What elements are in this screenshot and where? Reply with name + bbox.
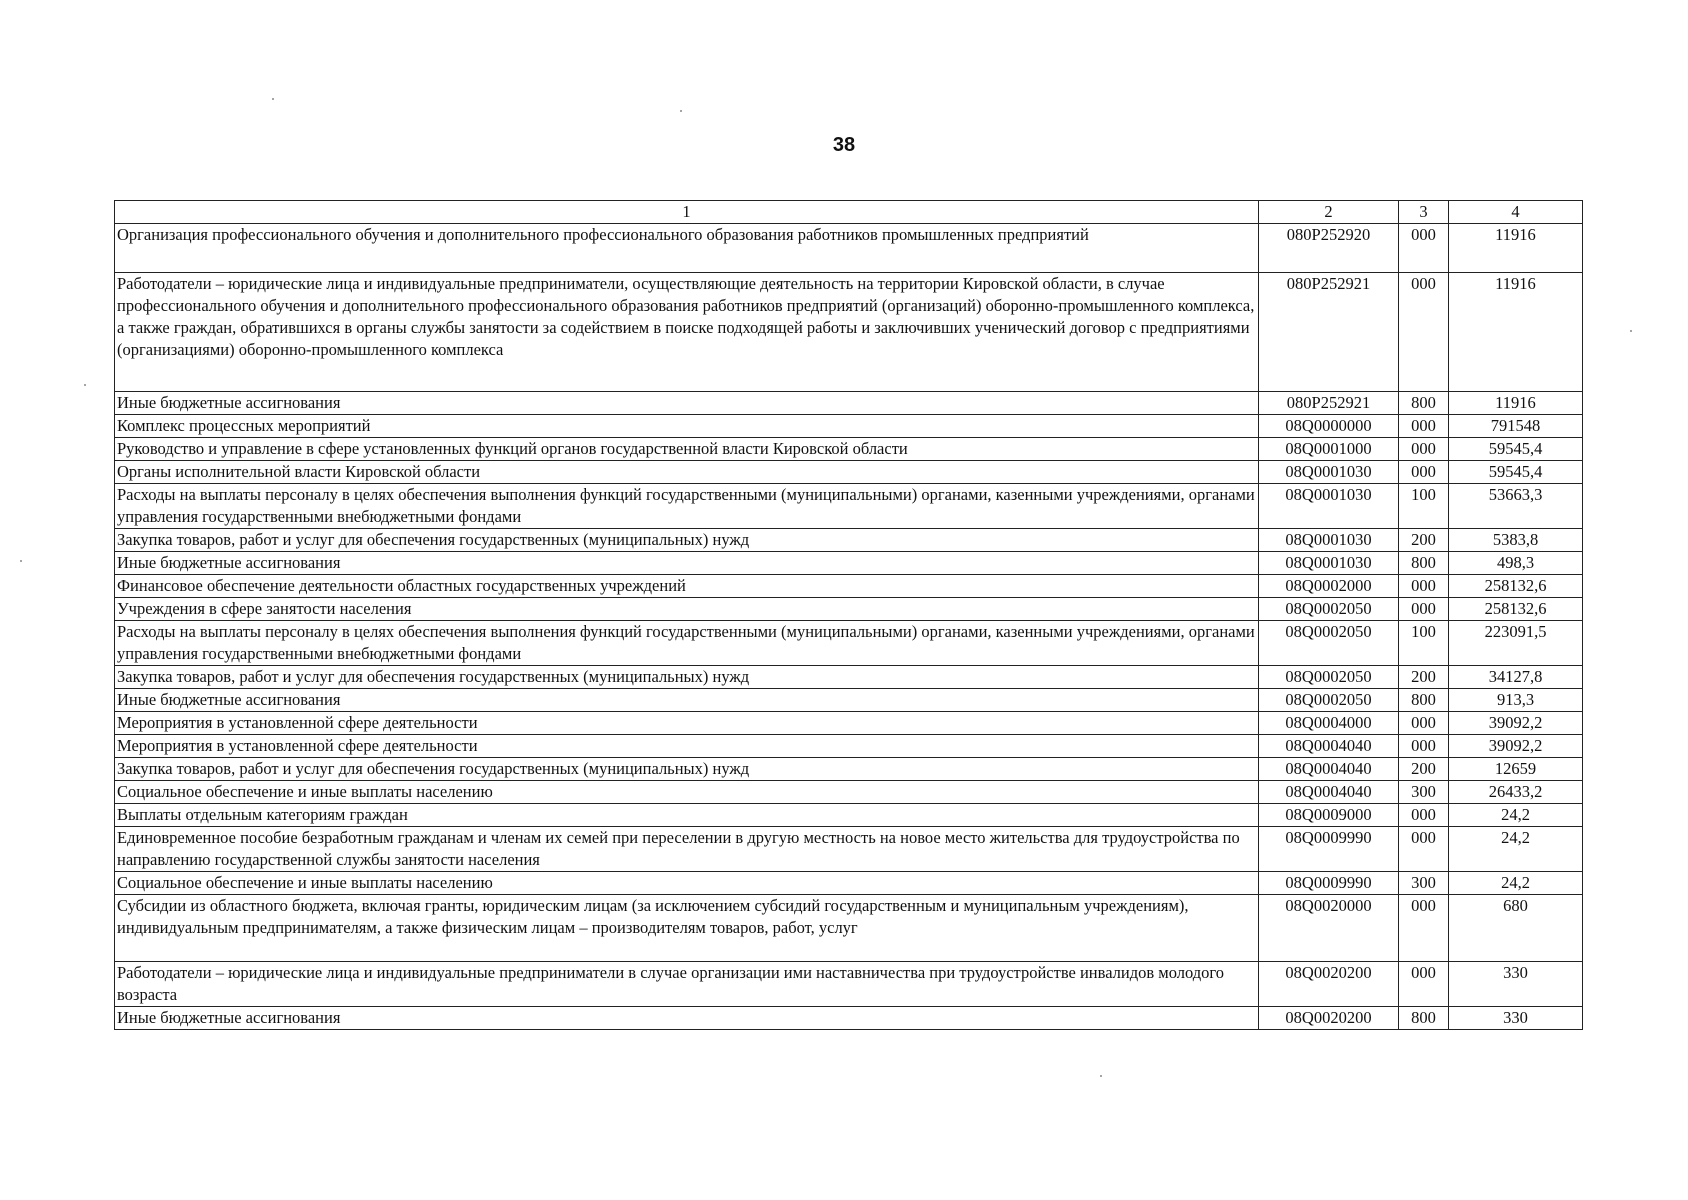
row-code: 08Q0020200 bbox=[1259, 1007, 1399, 1030]
row-type: 000 bbox=[1399, 712, 1449, 735]
row-name: Финансовое обеспечение деятельности областных государственных учреждений bbox=[115, 575, 1259, 598]
table-row bbox=[115, 575, 1583, 598]
row-amount: 24,2 bbox=[1449, 804, 1583, 827]
row-name: Учреждения в сфере занятости населения bbox=[115, 598, 1259, 621]
row-code: 08Q0009990 bbox=[1259, 872, 1399, 895]
row-name: Иные бюджетные ассигнования bbox=[115, 1007, 1259, 1030]
row-code: 08Q0000000 bbox=[1259, 415, 1399, 438]
table-row bbox=[115, 895, 1583, 962]
table-row bbox=[115, 827, 1583, 872]
row-name: Органы исполнительной власти Кировской области bbox=[115, 461, 1259, 484]
row-amount: 59545,4 bbox=[1449, 461, 1583, 484]
row-name: Расходы на выплаты персоналу в целях обеспечения выполнения функций государственными (муниципальными) органами, казенными учреждениями, органами управления государственными внебюджетными фондами bbox=[115, 621, 1259, 666]
row-code: 08Q0020200 bbox=[1259, 962, 1399, 1007]
row-type: 300 bbox=[1399, 872, 1449, 895]
row-type: 000 bbox=[1399, 438, 1449, 461]
table-row bbox=[115, 598, 1583, 621]
table-row bbox=[115, 392, 1583, 415]
row-code: 08Q0001030 bbox=[1259, 484, 1399, 529]
row-amount: 913,3 bbox=[1449, 689, 1583, 712]
row-type: 000 bbox=[1399, 827, 1449, 872]
column-header-1: 1 bbox=[115, 201, 1259, 224]
row-code: 08Q0002050 bbox=[1259, 621, 1399, 666]
column-header-2: 2 bbox=[1259, 201, 1399, 224]
column-header-4: 4 bbox=[1449, 201, 1583, 224]
row-code: 080P252921 bbox=[1259, 273, 1399, 392]
table-row bbox=[115, 689, 1583, 712]
scan-speck bbox=[84, 384, 86, 386]
row-type: 000 bbox=[1399, 273, 1449, 392]
row-code: 08Q0001030 bbox=[1259, 529, 1399, 552]
table-header-row bbox=[115, 201, 1583, 224]
table-row bbox=[115, 666, 1583, 689]
row-type: 000 bbox=[1399, 415, 1449, 438]
row-amount: 39092,2 bbox=[1449, 712, 1583, 735]
row-type: 200 bbox=[1399, 758, 1449, 781]
row-amount: 24,2 bbox=[1449, 827, 1583, 872]
table-row bbox=[115, 552, 1583, 575]
row-code: 08Q0004040 bbox=[1259, 758, 1399, 781]
table-row bbox=[115, 415, 1583, 438]
row-name: Субсидии из областного бюджета, включая гранты, юридическим лицам (за исключением субсидий государственным и муниципальным учреждениям), индивидуальным предпринимателям, а также физическим лицам – производителям товаров, работ, услуг bbox=[115, 895, 1259, 962]
row-name: Единовременное пособие безработным гражданам и членам их семей при переселении в другую местность на новое место жительства для трудоустройства по направлению государственной службы занятости населения bbox=[115, 827, 1259, 872]
table-row bbox=[115, 781, 1583, 804]
row-amount: 53663,3 bbox=[1449, 484, 1583, 529]
table-row bbox=[115, 529, 1583, 552]
row-code: 080P252921 bbox=[1259, 392, 1399, 415]
row-name: Социальное обеспечение и иные выплаты населению bbox=[115, 781, 1259, 804]
row-amount: 26433,2 bbox=[1449, 781, 1583, 804]
table-row bbox=[115, 461, 1583, 484]
row-amount: 791548 bbox=[1449, 415, 1583, 438]
row-name: Закупка товаров, работ и услуг для обеспечения государственных (муниципальных) нужд bbox=[115, 758, 1259, 781]
row-code: 08Q0004000 bbox=[1259, 712, 1399, 735]
row-code: 08Q0002000 bbox=[1259, 575, 1399, 598]
row-type: 000 bbox=[1399, 461, 1449, 484]
budget-table bbox=[114, 200, 1583, 1030]
row-name: Организация профессионального обучения и дополнительного профессионального образования работников промышленных предприятий bbox=[115, 224, 1259, 273]
row-code: 08Q0002050 bbox=[1259, 689, 1399, 712]
row-amount: 5383,8 bbox=[1449, 529, 1583, 552]
table-row bbox=[115, 484, 1583, 529]
row-name: Работодатели – юридические лица и индивидуальные предприниматели в случае организации ими наставничества при трудоустройстве инвалидов молодого возраста bbox=[115, 962, 1259, 1007]
row-name: Закупка товаров, работ и услуг для обеспечения государственных (муниципальных) нужд bbox=[115, 666, 1259, 689]
row-amount: 11916 bbox=[1449, 224, 1583, 273]
row-code: 08Q0009000 bbox=[1259, 804, 1399, 827]
row-amount: 11916 bbox=[1449, 392, 1583, 415]
table-row bbox=[115, 804, 1583, 827]
scan-speck bbox=[680, 110, 682, 112]
row-type: 100 bbox=[1399, 621, 1449, 666]
row-name: Комплекс процессных мероприятий bbox=[115, 415, 1259, 438]
row-name: Иные бюджетные ассигнования bbox=[115, 552, 1259, 575]
table-row bbox=[115, 224, 1583, 273]
row-type: 100 bbox=[1399, 484, 1449, 529]
row-name: Руководство и управление в сфере установленных функций органов государственной власти Кировской области bbox=[115, 438, 1259, 461]
row-name: Расходы на выплаты персоналу в целях обеспечения выполнения функций государственными (муниципальными) органами, казенными учреждениями, органами управления государственными внебюджетными фондами bbox=[115, 484, 1259, 529]
row-amount: 223091,5 bbox=[1449, 621, 1583, 666]
row-code: 08Q0001000 bbox=[1259, 438, 1399, 461]
row-amount: 330 bbox=[1449, 962, 1583, 1007]
table-row bbox=[115, 273, 1583, 392]
table-row bbox=[115, 872, 1583, 895]
row-type: 000 bbox=[1399, 598, 1449, 621]
row-name: Иные бюджетные ассигнования bbox=[115, 392, 1259, 415]
table-row bbox=[115, 962, 1583, 1007]
row-code: 08Q0004040 bbox=[1259, 735, 1399, 758]
row-type: 000 bbox=[1399, 224, 1449, 273]
row-amount: 680 bbox=[1449, 895, 1583, 962]
table-row bbox=[115, 758, 1583, 781]
table-row bbox=[115, 712, 1583, 735]
table-row bbox=[115, 438, 1583, 461]
row-type: 800 bbox=[1399, 1007, 1449, 1030]
row-name: Закупка товаров, работ и услуг для обеспечения государственных (муниципальных) нужд bbox=[115, 529, 1259, 552]
row-type: 800 bbox=[1399, 689, 1449, 712]
row-name: Иные бюджетные ассигнования bbox=[115, 689, 1259, 712]
row-code: 08Q0002050 bbox=[1259, 666, 1399, 689]
row-amount: 12659 bbox=[1449, 758, 1583, 781]
scan-speck bbox=[1100, 1075, 1102, 1077]
row-code: 08Q0001030 bbox=[1259, 552, 1399, 575]
row-code: 08Q0020000 bbox=[1259, 895, 1399, 962]
row-code: 08Q0001030 bbox=[1259, 461, 1399, 484]
row-amount: 34127,8 bbox=[1449, 666, 1583, 689]
table-row bbox=[115, 1007, 1583, 1030]
row-name: Выплаты отдельным категориям граждан bbox=[115, 804, 1259, 827]
row-name: Мероприятия в установленной сфере деятельности bbox=[115, 712, 1259, 735]
row-amount: 11916 bbox=[1449, 273, 1583, 392]
scan-speck bbox=[272, 98, 274, 100]
row-type: 300 bbox=[1399, 781, 1449, 804]
row-amount: 59545,4 bbox=[1449, 438, 1583, 461]
row-type: 000 bbox=[1399, 895, 1449, 962]
row-type: 200 bbox=[1399, 666, 1449, 689]
row-amount: 330 bbox=[1449, 1007, 1583, 1030]
row-type: 000 bbox=[1399, 962, 1449, 1007]
row-type: 200 bbox=[1399, 529, 1449, 552]
table-row bbox=[115, 621, 1583, 666]
row-amount: 39092,2 bbox=[1449, 735, 1583, 758]
scan-speck bbox=[1630, 330, 1632, 332]
row-amount: 24,2 bbox=[1449, 872, 1583, 895]
row-amount: 498,3 bbox=[1449, 552, 1583, 575]
row-amount: 258132,6 bbox=[1449, 575, 1583, 598]
page-number: 38 bbox=[832, 134, 856, 156]
row-type: 800 bbox=[1399, 392, 1449, 415]
row-name: Мероприятия в установленной сфере деятельности bbox=[115, 735, 1259, 758]
row-code: 08Q0002050 bbox=[1259, 598, 1399, 621]
row-name: Работодатели – юридические лица и индивидуальные предприниматели, осуществляющие деятельность на территории Кировской области, в случае профессионального обучения и дополнительного профессионального образования работников предприятий (организаций) оборонно-промышленного комплекса, а также граждан, обратившихся в органы службы занятости за содействием в поиске подходящей работы и заключивших ученический договор с предприятиями (организациями) оборонно-промышленного комплекса bbox=[115, 273, 1259, 392]
row-name: Социальное обеспечение и иные выплаты населению bbox=[115, 872, 1259, 895]
row-code: 080P252920 bbox=[1259, 224, 1399, 273]
scan-speck bbox=[20, 560, 22, 562]
row-type: 000 bbox=[1399, 575, 1449, 598]
row-amount: 258132,6 bbox=[1449, 598, 1583, 621]
row-code: 08Q0004040 bbox=[1259, 781, 1399, 804]
row-type: 000 bbox=[1399, 804, 1449, 827]
column-header-3: 3 bbox=[1399, 201, 1449, 224]
row-type: 800 bbox=[1399, 552, 1449, 575]
row-type: 000 bbox=[1399, 735, 1449, 758]
table-row bbox=[115, 735, 1583, 758]
row-code: 08Q0009990 bbox=[1259, 827, 1399, 872]
